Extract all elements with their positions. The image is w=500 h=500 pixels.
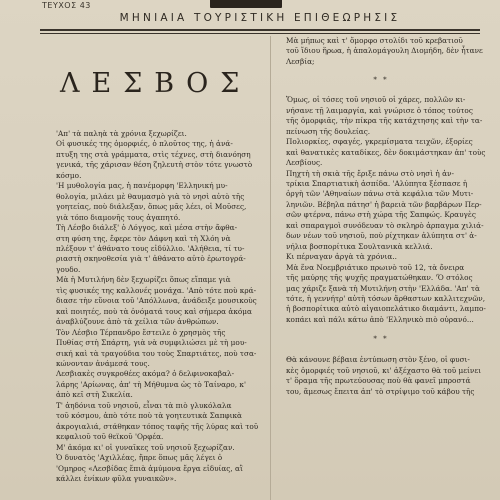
- right-column: [276, 36, 486, 397]
- text-line: Μὰ ἕνα Νοεμβριάτικο πρωινὸ τοῦ 12, τὰ ὄνειρα: [286, 262, 465, 272]
- text-line: λάρης 'Αρίωνας, ἀπ' τὴ Μήθυμνα ὡς τὸ Ταίναρο, κ': [56, 379, 246, 389]
- text-line: σῶν φτέρνα, πάνω στὴ χώρα τῆς Σαπφώς. Κραυγὲς: [286, 210, 476, 220]
- text-line: τοῦ ἴδιου ἥρωα, ἡ ἀπαλομάγουλη Διομήδη, δὲν ἦτανε: [286, 46, 483, 56]
- left-column: [46, 129, 264, 484]
- text-line: σική καὶ τὰ τραγούδια του τοὺς Σπαρτιάτες, ποὺ τσα-: [56, 348, 257, 358]
- text-line: πείνωση τῆς δουλείας.: [286, 126, 371, 136]
- text-line: 'Η μυθολογία μας, ἡ πανέμορφη 'Ελληνική μυ-: [56, 181, 228, 191]
- right-column-top: [276, 36, 486, 67]
- text-line: Λεσβίους.: [286, 158, 323, 168]
- text-line: ριαστὴ σκηνοθεσία γιὰ τ' ἀθάνατο αὐτὸ ἐρωτογρά-: [56, 254, 246, 264]
- text-line: Ὅμως, οἱ τόσες τοῦ νησιοῦ οἱ χάρες, πολλῶν κι-: [286, 95, 466, 105]
- text-line: τρίκια Σπαρτιατικὴ ἀσπίδα. 'Αλύπητα ξέσπασε ἡ: [286, 178, 468, 188]
- magazine-logo: [210, 0, 282, 8]
- column-divider: [270, 36, 271, 500]
- text-line: Τὸν Λέσβιο Τέρπανδρο ἔστειλε ὁ χρησμὸς τῆς: [56, 327, 226, 337]
- text-line: Οἱ φυσικές της ὀμορφιές, ὁ πλοῦτος της, ἡ ἀνά-: [56, 139, 233, 149]
- text-line: 'Ομηρος «Λεσβίδας ἔπιὰ ἀμύμονα ἔργα εἰδυίας, αἳ: [56, 463, 243, 473]
- text-line: Κι πέρναγαν ἀργὰ τὰ χρόνια..: [286, 252, 397, 262]
- text-line: τοῦ κόσμου, ἀπὸ τότε ποὺ τὰ γοητευτικὰ Σαπφικὰ: [56, 411, 242, 421]
- text-line: καὶ σπαραγμοὶ συνόδευαν τὸ σκληρὸ ἀρπαγμα χιλιά-: [286, 220, 484, 230]
- text-line: ἀναβλύζουνε ἀπὸ τὰ χείλια τῶν ἀνθρώπων.: [56, 317, 219, 327]
- section-separator: * *: [373, 76, 389, 85]
- text-line: κώνονταν ἀνάμεσά τους.: [56, 358, 150, 368]
- magazine-subtitle: ΜΗΝΙΑΙΑ ΤΟΥΡΙΣΤΙΚΗ ΕΠΙΘΕΩΡΗΣΙΣ: [119, 12, 401, 24]
- text-line: του, ἅμεσως ἔπειτα ἀπ' τὸ στρίψιμο τοῦ κάβου τῆς: [286, 386, 475, 396]
- text-line: ὀργὴ τῶν 'Αθηναίων πάνω στὰ κεφάλια τῶν Μυτι-: [286, 189, 474, 199]
- text-line: Μ' ἀκόμα κι' οἱ γυναῖκες τοῦ νησιοῦ ξεχωρίζαν.: [56, 442, 235, 452]
- text-line: διασε τὴν εὔνοια τοῦ 'Απόλλωνα, ἀνάδειξε μουσικοὺς: [56, 296, 257, 306]
- text-line: γοητείας, ποὺ διάλεξαν, ὅπως μᾶς λέει, οἱ Μοῦσες,: [56, 202, 247, 212]
- header-rule-thin: [40, 33, 480, 34]
- text-line: 'Απ' τὰ παληὰ τὰ χρόνια ξεχωρίζει.: [56, 129, 187, 138]
- text-line: νήσανε τῇ λαιμαργία, καὶ γνώρισε ὁ τόπος τούτος: [286, 105, 473, 115]
- text-line: ἀπὸ κεῖ στὴ Σικελία.: [56, 390, 133, 400]
- text-line: κοπάει καὶ πάλι κάτω ἀπὸ 'Ελληνικὸ πιὸ οὐρανό...: [286, 314, 474, 324]
- text-line: μας χάριζε ξανὰ τὴ Μυτιλήνη στὴν 'Ελλάδα. 'Απ' τὰ: [286, 283, 480, 293]
- text-line: Πηχτὴ τὴ σκιὰ τῆς ἔριξε πάνω στὸ νησὶ ἡ ἀν-: [286, 168, 454, 178]
- text-line: Ὁ δυνατὸς 'Αχιλλέας, ἤπρε ὅπως μᾶς λέγει ὁ: [56, 453, 223, 463]
- text-line: Τ' ἀηδόνια τοῦ νησιοῦ, εἶναι τὰ πιὸ γλυκόλαλα: [56, 400, 232, 410]
- header-rule: [40, 29, 480, 31]
- text-line: γενικά, τῆς χάρισαν θέση ζηλευτὴ στὸν τότε γνωστὸ: [56, 160, 253, 170]
- text-line: θολογία, μιλάει μὲ θαυμασμὸ γιὰ τὸ νησὶ αὐτὸ τῆς: [56, 191, 245, 201]
- text-line: Πολιορκίες, σφαγές, γκρεμίσματα τειχῶν, ἐξορίες: [286, 137, 473, 147]
- text-line: κεφαλιοῦ τοῦ θεϊκοῦ 'Ορφέα.: [56, 432, 164, 442]
- text-line: πτυξη της στὰ γράμματα, στὶς τέχνες, στὴ διανόηση: [56, 149, 251, 159]
- issue-number: ΤΕΥΧΟΣ 43: [42, 1, 91, 10]
- section-separator-2: * *: [373, 335, 389, 344]
- text-line: ἡ βοσπορίτικα αὐτὸ αἰγαιοπελάτικο διαμάντι, λαμπο-: [286, 304, 486, 314]
- article-title: ΛΕΣΒΟΣ: [60, 68, 252, 99]
- text-line: ληνιῶν. Βέβηλα πάτησ' ἡ βαρειὰ τῶν βαρβάρων Περ-: [286, 199, 482, 209]
- text-line: κὲς ὀμορφιές τοῦ νησιοῦ, κι' ἀξέχαστο θὰ τοῦ μείνει: [286, 365, 481, 375]
- text-line: γουδο.: [56, 264, 81, 274]
- text-line: τότε, ἡ γεννήτρ' αὐτὴ τόσων ἄρθαστων καλλιτεχνῶν,: [286, 293, 486, 303]
- text-line: τ' ὅραμα τῆς πρωτεύουσας ποὺ θὰ φανεῖ μπροστά: [286, 376, 471, 386]
- text-line: καὶ ποιητές, ποὺ τὰ ὀνόματά τους καὶ σήμερα ἀκόμα: [56, 306, 252, 316]
- text-line: τὶς φυσικές της καλλονές μονάχα. 'Απὸ τότε ποὺ κρά-: [56, 285, 257, 295]
- text-line: Μὰ μήπως καὶ τ' ὄμορφο στολίδι τοῦ κρεβατιοῦ: [286, 36, 463, 45]
- text-line: δων νέων τοῦ νησιοῦ, ποὺ ρίχτηκαν ἀλύπητα στ' ἀ-: [286, 231, 477, 241]
- text-line: κάλλει ἐνίκων φῦλα γυναικῶν».: [56, 473, 177, 483]
- text-line: καὶ θανατικὲς καταδίκες, δὲν δοκιμάστηκαν ἀπ' τοὺς: [286, 147, 486, 157]
- text-line: Λεσβιακὲς συγκροθέες ακόμα? ὁ δελφινοκαβαλ-: [56, 369, 235, 379]
- right-column-middle: [276, 95, 486, 325]
- text-line: Πυθίας στὴ Σπάρτη, γιὰ νὰ συμφιλιώσει μὲ τὴ μου-: [56, 338, 247, 348]
- text-line: τῆς ὀμορφιᾶς, τὴν πίκρα τῆς κατάχτησης καὶ τὴν τα-: [286, 116, 483, 126]
- text-line: γιὰ τόπο διαμονῆς τους ἀγαπητό.: [56, 212, 181, 222]
- text-line: ἀκρογιαλιά, στάθηκαν τόπος ταφῆς τῆς λύρας καὶ τοῦ: [56, 421, 259, 431]
- text-line: στη φύση της, ἔφερε τὸν Δάφνη καὶ τὴ Χλόη νὰ: [56, 233, 231, 243]
- text-line: Μὰ ἡ Μυτιλήνη δὲν ξεχωρίζει ὅπως εἴπαμε γιὰ: [56, 275, 231, 285]
- text-line: Λεσβία;: [286, 56, 315, 66]
- text-line: Θὰ κάνουνε βέβαια ἐντύπωση στὸν ξένο, οἱ φυσι-: [286, 355, 470, 365]
- text-line: πλέξουν τ' ἀθάνατο τους εἰδύλλιο. 'Αλήθεια, τί τυ-: [56, 243, 245, 253]
- text-line: τῆς μαύρης τῆς ψυχῆς πραγματώθηκαν. 'Ὁ στόλος: [286, 273, 473, 283]
- text-line: κόσμο.: [56, 170, 82, 180]
- right-column-bottom: [276, 355, 486, 397]
- text-line: Τὴ Λέσβο διάλεξ' ὁ Λόγγος, καὶ μέσα στὴν ἄφθα-: [56, 223, 238, 233]
- text-line: νήλια βοσπορίτικα Σουλτανικὰ κελλιά.: [286, 241, 433, 251]
